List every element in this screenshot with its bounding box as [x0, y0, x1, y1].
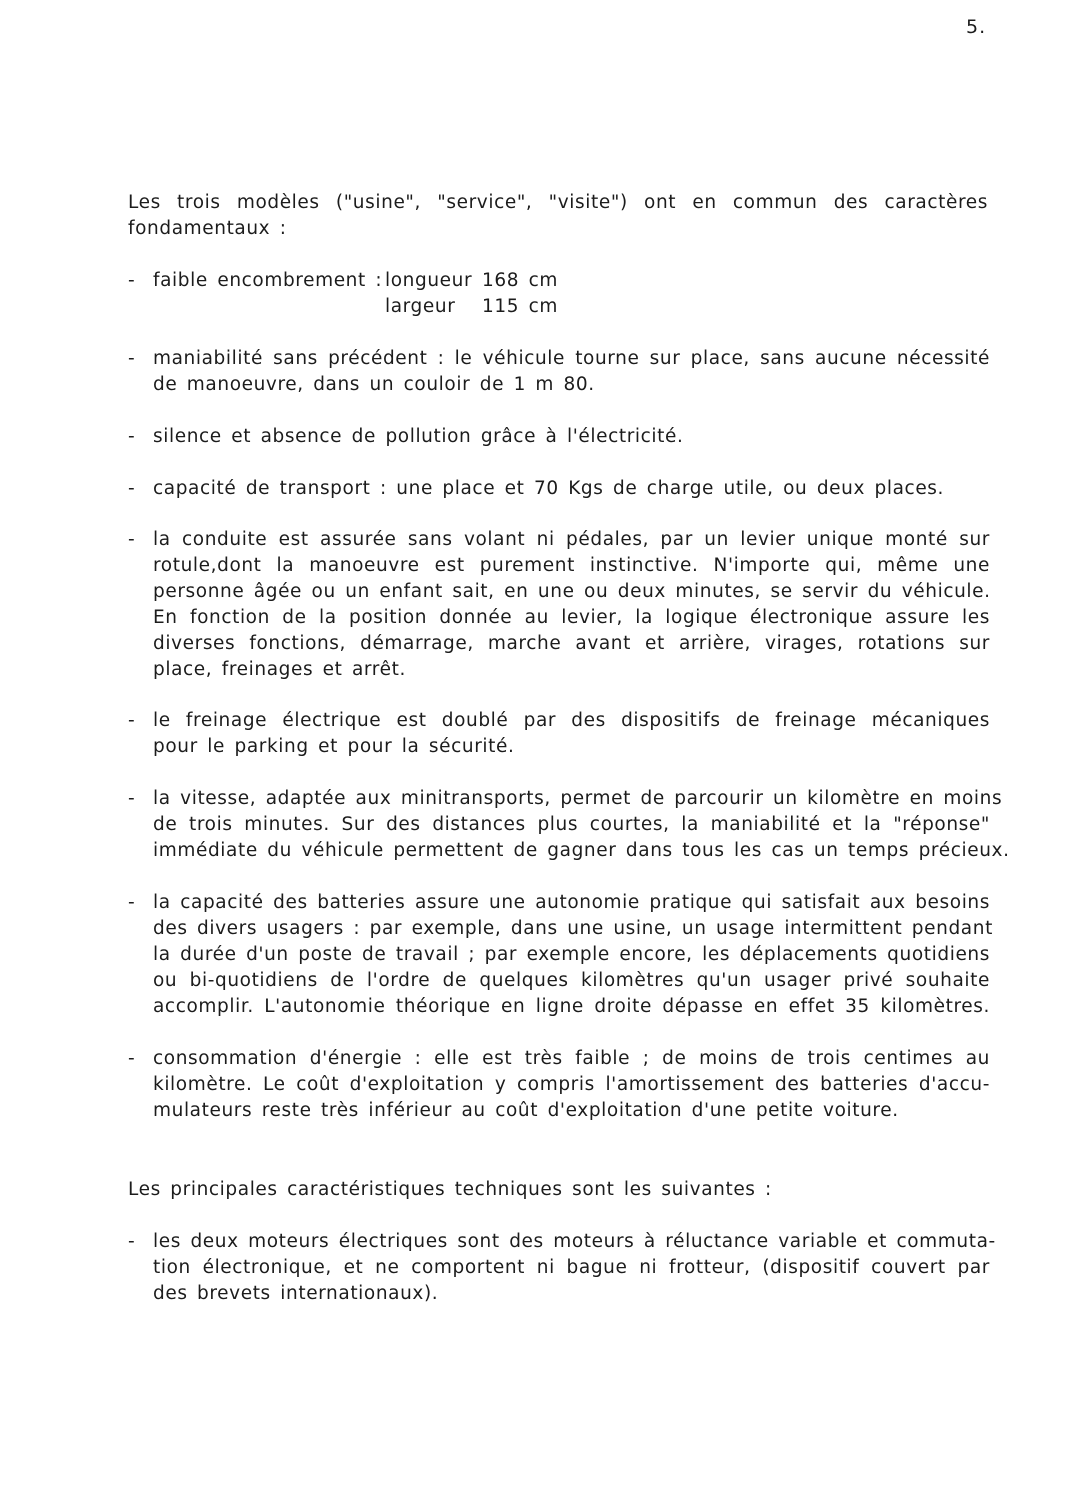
text-line: la conduite est assurée sans volant ni pédales, par un levier unique monté sur: [153, 529, 990, 550]
text-line: maniabilité sans précédent : le véhicule tourne sur place, sans aucune nécessité: [153, 348, 990, 369]
text-line: tion électronique, et ne comportent ni bague ni frotteur, (dispositif couvert par: [153, 1257, 990, 1278]
list-item: [128, 527, 990, 683]
page-number: 5.: [966, 16, 987, 38]
technical-intro: [128, 1177, 988, 1203]
text-line: pour le parking et pour la sécurité.: [153, 736, 515, 757]
text-line: de trois minutes. Sur des distances plus courtes, la maniabilité et la "réponse": [153, 814, 990, 835]
text-line: Les principales caractéristiques techniques sont les suivantes :: [128, 1179, 772, 1200]
bullet-dash: -: [128, 348, 136, 369]
text-line: le freinage électrique est doublé par des dispositifs de freinage mécaniques: [153, 710, 990, 731]
bullet-dash: -: [128, 1048, 136, 1069]
text-line: accomplir. L'autonomie théorique en ligne droite dépasse en effet 35 kilomètres.: [153, 996, 990, 1017]
text-line: des divers usagers : par exemple, dans une usine, un usage intermittent pendant: [153, 918, 993, 939]
list-item: [128, 476, 990, 502]
text-line: rotule,dont la manoeuvre est purement instinctive. N'importe qui, même une: [153, 555, 990, 576]
text-line: capacité de transport : une place et 70 Kgs de charge utile, ou deux places.: [153, 478, 945, 499]
list-item: [128, 890, 993, 1020]
text-line: Les trois modèles ("usine", "service", "visite") ont en commun des caractères: [128, 192, 988, 213]
bullet-dash: -: [128, 529, 136, 550]
text-line: En fonction de la position donnée au levier, la logique électronique assure les: [153, 607, 990, 628]
length-label: longueur: [385, 270, 473, 291]
text-line: de manoeuvre, dans un couloir de 1 m 80.: [153, 374, 595, 395]
bullet-dash: -: [128, 710, 136, 731]
text-line: fondamentaux :: [128, 218, 287, 239]
list-item: [128, 708, 990, 760]
list-item: [128, 424, 990, 450]
text-line: ou bi-quotidiens de l'ordre de quelques kilomètres qu'un usager privé souhaite: [153, 970, 990, 991]
technical-list-item: [128, 1229, 996, 1307]
list-item: [128, 1046, 990, 1124]
list-item: [128, 346, 990, 398]
bullet-dash: -: [128, 892, 136, 913]
bullet-dash: -: [128, 426, 136, 447]
length-value: 168 cm: [482, 270, 558, 291]
bullet-dash: -: [128, 788, 136, 809]
list-item: [128, 786, 1010, 864]
text-line: la capacité des batteries assure une autonomie pratique qui satisfait aux besoins: [153, 892, 990, 913]
text-line: diverses fonctions, démarrage, marche avant et arrière, virages, rotations sur: [153, 633, 990, 654]
bullet-dash: -: [128, 270, 136, 291]
bullet-dash: -: [128, 1231, 136, 1252]
text-line: kilomètre. Le coût d'exploitation y compris l'amortissement des batteries d'accu-: [153, 1074, 990, 1095]
bullet-dash: -: [128, 478, 136, 499]
text-line: silence et absence de pollution grâce à l'électricité.: [153, 426, 684, 447]
text-line: consommation d'énergie : elle est très faible ; de moins de trois centimes au: [153, 1048, 990, 1069]
text-line: mulateurs reste très inférieur au coût d'exploitation d'une petite voiture.: [153, 1100, 899, 1121]
text-line: la vitesse, adaptée aux minitransports, permet de parcourir un kilomètre en moins: [153, 788, 1003, 809]
text-line: immédiate du véhicule permettent de gagner dans tous les cas un temps précieux.: [153, 840, 1010, 861]
width-label: largeur: [385, 296, 456, 317]
text-line: personne âgée ou un enfant sait, en une ou deux minutes, se servir du véhicule.: [153, 581, 991, 602]
dimension-label: faible encombrement :: [153, 270, 383, 291]
text-line: place, freinages et arrêt.: [153, 659, 406, 680]
intro-paragraph: [128, 190, 988, 242]
text-line: des brevets internationaux).: [153, 1283, 439, 1304]
text-line: la durée d'un poste de travail ; par exemple encore, les déplacements quotidiens: [153, 944, 990, 965]
width-value: 115 cm: [482, 296, 558, 317]
text-line: les deux moteurs électriques sont des moteurs à réluctance variable et commuta-: [153, 1231, 996, 1252]
list-item-dimensions: [128, 268, 990, 320]
